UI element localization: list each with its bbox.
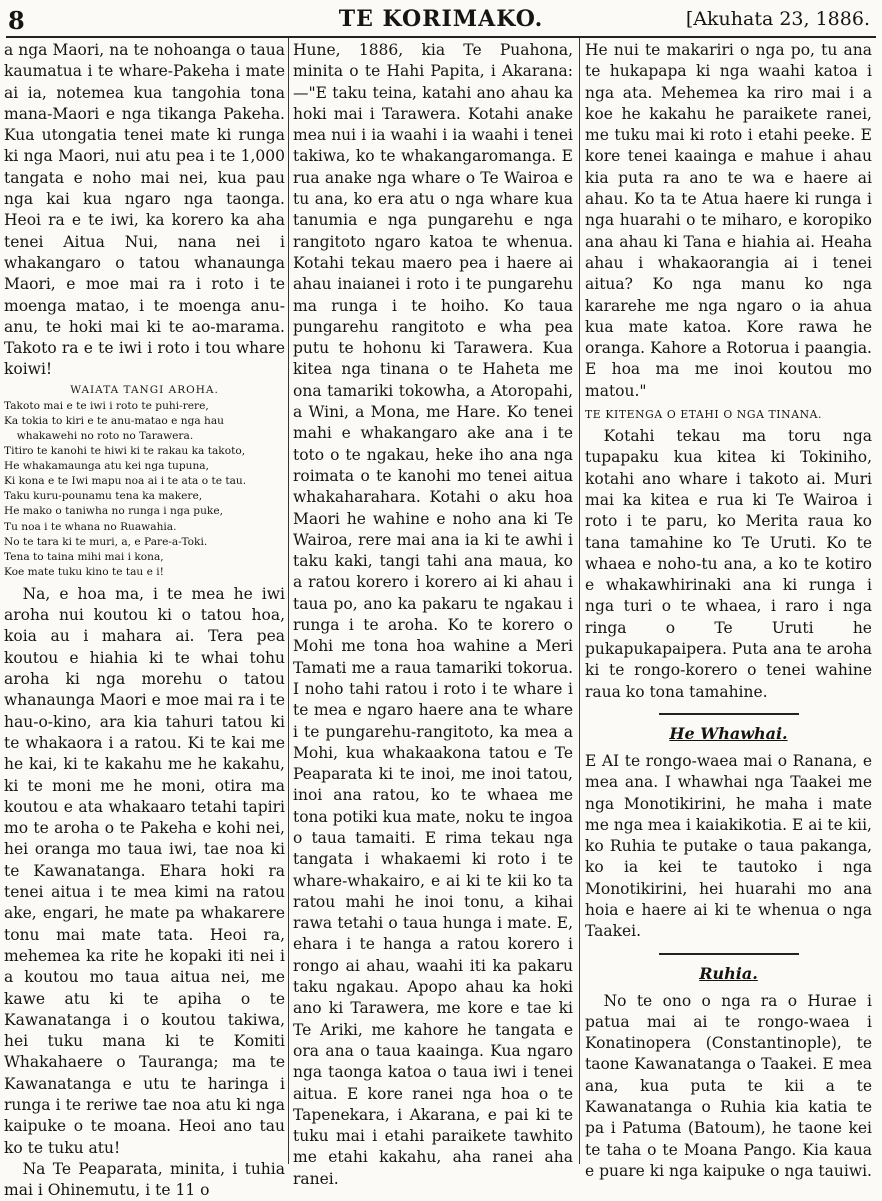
article-paragraph: Kotahi tekau ma toru nga tupapaku kua kitea ki Tokiniho, kotahi ano whare i takoto ai. Muri mai ka kitea e rua ki Te Wairoa i roto i te paru, ko Merita raua ko tana tamahine ko Te Uruti. Ko te whaea e noho-tu ana, a ko te kotiro e whakawhirinaki ana ki runga i nga turi o te whaea, i raro i nga ringa o Te Uruti he pukapukapaipera. Puta ana te aroha ki te rongo-korero o tenei wahine raua ko tona tamahine.	[585, 427, 872, 701]
article-paragraph: Na, e hoa ma, i te mea he iwi aroha nui koutou ki o tatou hoa, koia au i mahara ai. Tera pea koutou e hiahia ki te whai tohu aroha ki nga morehu o tatou whanaunga Maori e moe mai ra i te hau-o-kino, ara kia tahuri tatou ki te whakaora i a ratou. Ki te kai me he kai, ki te kakahu me he kakahu, ki te moni me he moni, otira ma koutou e ata whakaaro tetahi tapiri mo te aroha o te Pakeha e kohi nei, hei oranga mo taua iwi, tae noa ki te Kawanatanga. Ehara hoki ra tenei aitua i te mea kimi na ratou ake, engari, he mate pa whakarere tonu mai mate tata. Heoi ra, mehemea ka rite he kopaki iti nei i a koutou mo taua aitua nei, me kawe atu ki te apiha o te Kawanatanga i o koutou takiwa, hei tuku mana ki te Komiti Whakahaere o Tauranga; ma te Kawanatanga e utu te haringa i runga i te reriwe tae noa atu ki nga kaipuke o te moana. Heoi ano tau ko te tuku atu!	[4, 584, 285, 1157]
waiata-line: He whakamaunga atu kei nga tupuna,	[4, 460, 209, 473]
column-3	[585, 40, 872, 1180]
waiata-line: He mako o taniwha no runga i nga puke,	[4, 505, 223, 518]
section-label: TE KITENGA O ETAHI O NGA TINANA.	[585, 408, 823, 422]
article-paragraph: Hune, 1886, kia Te Puahona, minita o te Hahi Papita, i Akarana:—"E taku teina, katahi ano ahau ka hoki mai i Tarawera. Kotahi anake mea nui i ia waahi i ia waahi i tenei takiwa, ko te whakangaromanga. E rua anake nga whare o Te Wairoa e tu ana, ko era atu o nga whare kua tanumia e nga pungarehu e nga rangitoto ngaro katoa te whenua. Kotahi tekau maero pea i haere ai ahau inaianei i roto i te pungarehu ma runga i te hoiho. Ko taua pungarehu rangitoto e wha pea putu te hohonu ki Tarawera. Kua kitea nga tinana o te Haheta me ona tamariki tokowha, a Atoropahi, a Wini, a Mona, me Hare. Ko tenei mahi e whakangaro ake ana i te toto o te ngakau, heke iho ana nga roimata o te kanohi mo tenei aitua whakaharahara. Kotahi o aku hoa Maori he wahine e noho ana ki Te Wairoa, rere mai ana ia ki te awhi i taku kaki, tangi tahi ana maua, ko a ratou korero i korero ai ki ahau i taua po, ano ka pakaru te ngakau i runga i te aroha. Ko te korero o Mohi me tona hoa wahine a Meri Tamati me a raua tamariki tokorua. I noho tahi ratou i roto i te whare i te mea e ngaro haere ana te whare i te pungarehu-rangitoto, ka mea a Mohi, kua whakaakona tatou e Te Peaparata ki te inoi, me inoi tatou, inoi ana ratou, ko te whaea me tona potiki kua mate, noku te ingoa o taua tamaiti. E rima tekau nga tangata i whakaemi ki roto i te whare-whakairo, e ai ki te kii ko ta ratou mahi he inoi tonu, a kihai rawa tetahi o taua hunga i mate. E, ehara i te hanga a ratou korero i rongo ai ahau, waahi iti ka pakaru taku ngakau. Apopo ahau ka hoki ano ki Tarawera, me kore e tae ki Te Ariki, me kahore he tangata e ora ana o taua kaainga. Kua ngaro nga taonga katoa o taua iwi i tenei aitua. E kore ranei nga hoa o te Tapenekara, i Akarana, e pai ki te tuku mai i etahi paraikete tawhito me etahi kakahu, aha ranei aha ranei.	[293, 41, 573, 1188]
article-paragraph: He nui te makariri o nga po, tu ana te hukapapa ki nga waahi katoa i nga ata. Mehemea ka riro mai i a koe he kakahu he paraikete ranei, me tuku mai ki roto i etahi peeke. E kore tenei kaainga e mahue i ahau kia puta ra ano te wa e haere ai ahau. Ko ta te Atua haere ki runga i nga huarahi o te miharo, e koropiko ana ahau ki Tana e hiahia ai. Heaha ahau i whakaorangia ai i tenei aitua? Ko nga manu ko nga kararehe me nga ngaro o ia ahua kua mate katoa. Kore rawa he oranga. Kahore a Rotorua i paangia. E hoa ma me inoi koutou mo matou."	[585, 41, 872, 400]
waiata-line: Ki kona e te Iwi mapu noa ai i te ata o te tau.	[4, 475, 247, 488]
section-divider	[659, 713, 799, 715]
waiata-line: Taku kuru-pounamu tena ka makere,	[4, 490, 203, 503]
waiata-line: Tu noa i te whana no Ruawahia.	[4, 520, 177, 533]
section-divider	[659, 953, 799, 955]
column-1	[4, 40, 285, 1200]
waiata-lines	[4, 399, 285, 580]
waiata-line: Takoto mai e te iwi i roto te puhi-rere,	[4, 399, 209, 412]
waiata-line: Koe mate tuku kino te tau e i!	[4, 565, 164, 578]
header-rule	[6, 36, 876, 38]
waiata-line: No te tara ki te muri, a, e Pare-a-Toki.	[4, 535, 208, 548]
article-paragraph: Na Te Peaparata, minita, i tuhia mai i Ohinemutu, i te 11 o	[4, 1159, 285, 1200]
column-divider	[579, 38, 580, 1164]
article-paragraph: E AI te rongo-waea mai o Ranana, e mea ana. I whawhai nga Taakei me nga Monotikirini, he maha i mate me nga mea i kaiakikotia. E ai te kii, ko Ruhia te putake o taua pakanga, ko ia kei te tautoko i nga Monotikirini, hei huarahi mo ana hoia e haere ai ki te whenua o nga Taakei.	[585, 751, 872, 941]
column-divider	[288, 38, 289, 1164]
section-heading: Ruhia.	[699, 963, 758, 983]
article-paragraph: No te ono o nga ra o Hurae i patua mai ai te rongo-waea i Konatinopera (Constantinople), te taone Kawanatanga o Taakei. E mea ana, kua puta te kii a te Kawanatanga o Ruhia kia katia te pa i Patuma (Batoum), he taone kei te taha o te Moana Pango. Kia kaua e puare ki nga kaipuke o nga tauiwi.	[585, 991, 872, 1180]
page-header	[0, 0, 882, 40]
waiata-line: Ka tokia to kiri e te anu-matao e nga hau whakawehi no roto no Tarawera.	[4, 414, 224, 442]
waiata-title: WAIATA TANGI AROHA.	[70, 383, 219, 396]
issue-date: [Akuhata 23, 1886.	[685, 8, 870, 30]
section-heading: He Whawhai.	[669, 723, 788, 743]
waiata-line: Titiro te kanohi te hiwi ki te rakau ka takoto,	[4, 445, 246, 458]
newspaper-title: TE KORIMAKO.	[338, 6, 544, 32]
waiata-line: Tena to taina mihi mai i kona,	[4, 550, 164, 563]
column-2	[293, 40, 573, 1188]
page-number: 8	[8, 6, 25, 35]
article-paragraph: a nga Maori, na te nohoanga o taua kaumatua i te whare-Pakeha i mate ai ia, notemea kua tangohia tona mana-Maori e nga tikanga Pakeha. Kua utongatia tenei mate ki runga ki nga Maori, nui atu pea i te 1,000 tangata e noho mai nei, kua pau nga kai kua ngaro nga taonga. Heoi ra e te iwi, ka korero ka aha tenei Aitua Nui, nana nei i whakangaro o tatou whanaunga Maori, e moe mai ra i roto i te moenga matao, i te moenga anu-anu, te hoki mai ki te ao-marama. Takoto ra e te iwi i roto i tou whare koiwi!	[4, 41, 285, 379]
